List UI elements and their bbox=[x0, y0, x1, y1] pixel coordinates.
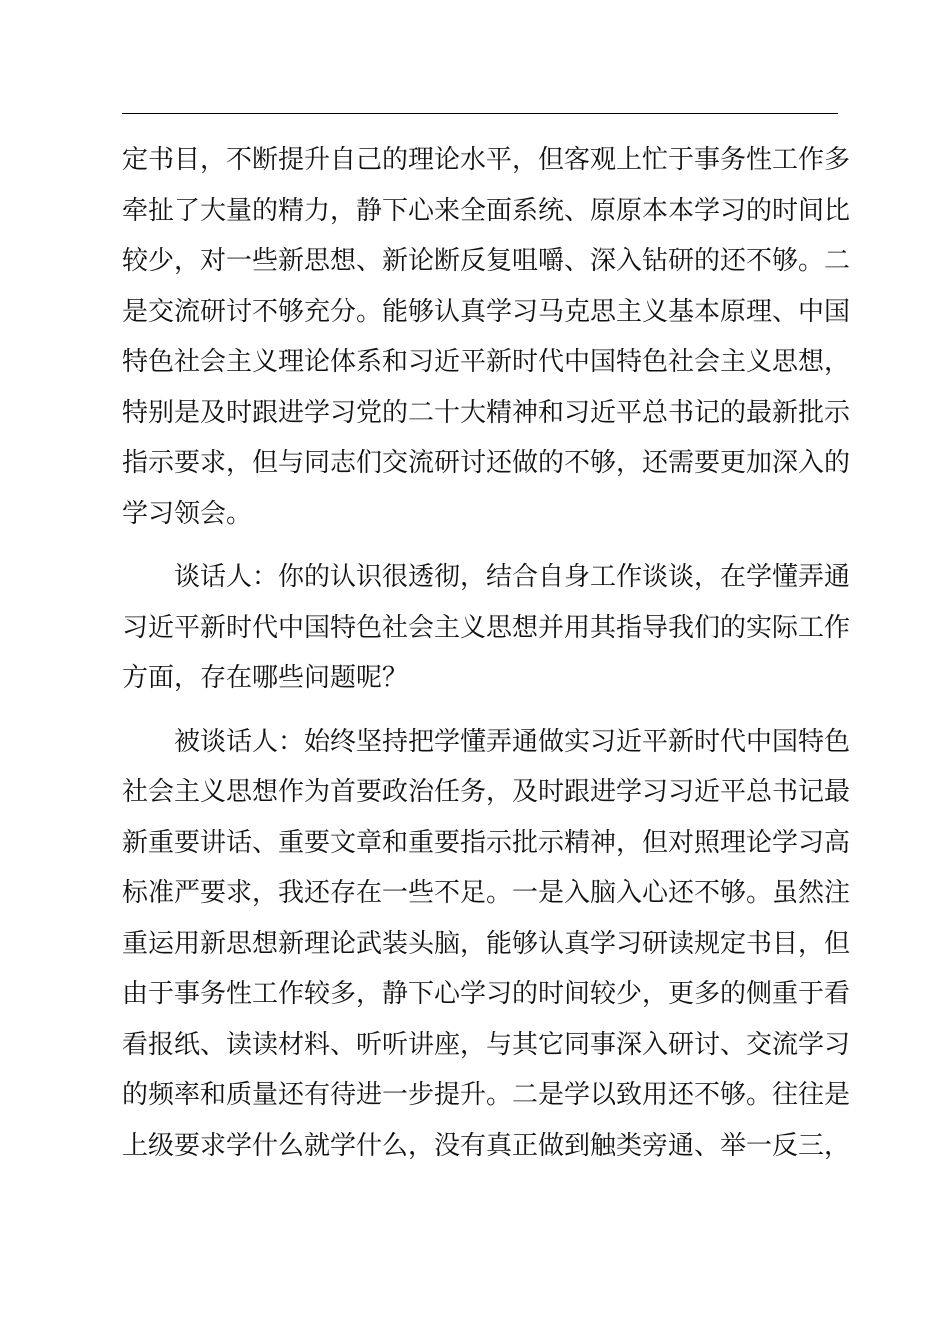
text-line: 方面，存在哪些问题呢？ bbox=[122, 663, 409, 693]
text-line: 较少，对一些新思想、新论断反复咀嚼、深入钻研的还不够。二 bbox=[122, 246, 851, 276]
text-line: 指示要求，但与同志们交流研讨还做的不够，还需要更加深入的 bbox=[122, 448, 851, 478]
text-line: 习近平新时代中国特色社会主义思想并用其指导我们的实际工作 bbox=[122, 612, 851, 643]
paragraph-3 bbox=[122, 717, 851, 1172]
text-line: 特别是及时跟进学习党的二十大精神和习近平总书记的最新批示 bbox=[122, 397, 851, 428]
paragraph-2 bbox=[122, 552, 851, 704]
text-line: 的频率和质量还有待进一步提升。二是学以致用还不够。往往是 bbox=[122, 1080, 851, 1110]
text-line: 上级要求学什么就学什么，没有真正做到触类旁通、举一反三， bbox=[122, 1130, 851, 1161]
text-line: 是交流研讨不够充分。能够认真学习马克思主义基本原理、中国 bbox=[122, 296, 851, 327]
paragraph-1 bbox=[122, 135, 851, 539]
text-line: 标准严要求，我还存在一些不足。一是入脑入心还不够。虽然注 bbox=[122, 878, 851, 908]
text-line: 社会主义思想作为首要政治任务，及时跟进学习习近平总书记最 bbox=[122, 777, 851, 807]
text-line: 学习领会。 bbox=[122, 498, 253, 529]
text-line: 新重要讲话、重要文章和重要指示批示精神，但对照理论学习高 bbox=[122, 827, 851, 858]
document-body bbox=[122, 135, 851, 1171]
text-line: 被谈话人：始终坚持把学懂弄通做实习近平新时代中国特色 bbox=[174, 726, 851, 757]
text-line: 谈话人：你的认识很透彻，结合自身工作谈谈，在学懂弄通 bbox=[174, 562, 851, 592]
header-divider bbox=[122, 113, 838, 114]
text-line: 牵扯了大量的精力，静下心来全面系统、原原本本学习的时间比 bbox=[122, 195, 851, 226]
text-line: 特色社会主义理论体系和习近平新时代中国特色社会主义思想， bbox=[122, 347, 851, 377]
text-line: 定书目，不断提升自己的理论水平，但客观上忙于事务性工作多 bbox=[122, 145, 851, 175]
text-line: 重运用新思想新理论武装头脑，能够认真学习研读规定书目，但 bbox=[122, 928, 851, 959]
text-line: 由于事务性工作较多，静下心学习的时间较少，更多的侧重于看 bbox=[122, 979, 851, 1009]
text-line: 看报纸、读读材料、听听讲座，与其它同事深入研讨、交流学习 bbox=[122, 1029, 851, 1060]
